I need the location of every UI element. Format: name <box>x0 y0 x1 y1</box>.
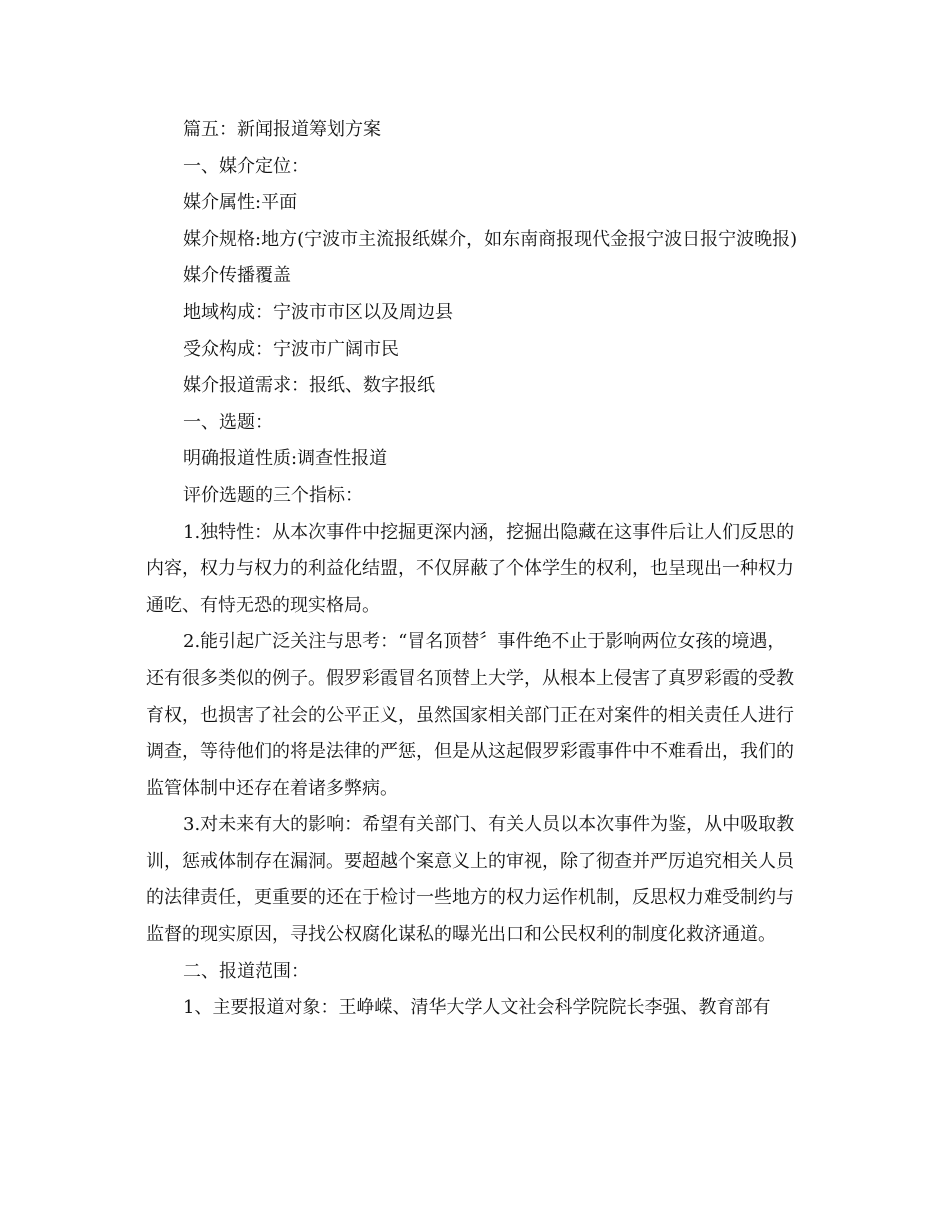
section-heading-report-scope: 二、报道范围： <box>183 960 309 982</box>
paragraph-future-impact: 3.对未来有大的影响：希望有关部门、有关人员以本次事件为鉴，从中吸取教训，惩戒体制存在漏洞。要超越个案意义上的审视，除了彻查并严厉追究相关人员的法律责任，更重要的还在于检讨一些地方的权力运作机制，反思权力难受制约与监督的现实原因，寻找公权腐化谋私的曝光出口和公民权利的制度化救济通道。 <box>146 814 795 946</box>
section-heading-topic: 一、选题： <box>183 411 273 433</box>
paragraph-three-indicators: 评价选题的三个指标： <box>183 484 363 506</box>
paragraph-report-demand: 媒介报道需求：报纸、数字报纸 <box>183 375 435 397</box>
paragraph-region: 地域构成：宁波市市区以及周边县 <box>183 301 453 323</box>
paragraph-audience: 受众构成：宁波市广阔市民 <box>183 338 399 360</box>
paragraph-media-scale: 媒介规格:地方(宁波市主流报纸媒介，如东南商报现代金报宁波日报宁波晚报) <box>183 228 798 250</box>
paragraph-media-attribute: 媒介属性:平面 <box>183 192 298 214</box>
paragraph-media-coverage: 媒介传播覆盖 <box>183 265 291 287</box>
paragraph-uniqueness: 1.独特性：从本次事件中挖掘更深内涵，挖掘出隐藏在这事件后让人们反思的内容，权力与权力的利益化结盟，不仅屏蔽了个体学生的权利，也呈现出一种权力通吃、有恃无恐的现实格局。 <box>146 521 795 616</box>
paragraph-attention: 2.能引起广泛关注与思考：“冒名顶替〞事件绝不止于影响两位女孩的境遇，还有很多类似的例子。假罗彩霞冒名顶替上大学，从根本上侵害了真罗彩霞的受教育权，也损害了社会的公平正义，虽然国家相关部门正在对案件的相关责任人进行调查，等待他们的将是法律的严惩，但是从这起假罗彩霞事件中不难看出，我们的监管体制中还存在着诸多弊病。 <box>146 631 794 799</box>
document-body <box>146 112 802 1027</box>
heading-article-title: 篇五：新闻报道筹划方案 <box>183 119 381 140</box>
paragraph-main-subjects: 1、主要报道对象：王峥嵘、清华大学人文社会科学院院长李强、教育部有 <box>183 997 771 1019</box>
paragraph-report-nature: 明确报道性质:调查性报道 <box>183 448 388 470</box>
section-heading-media-positioning: 一、媒介定位： <box>183 155 309 177</box>
